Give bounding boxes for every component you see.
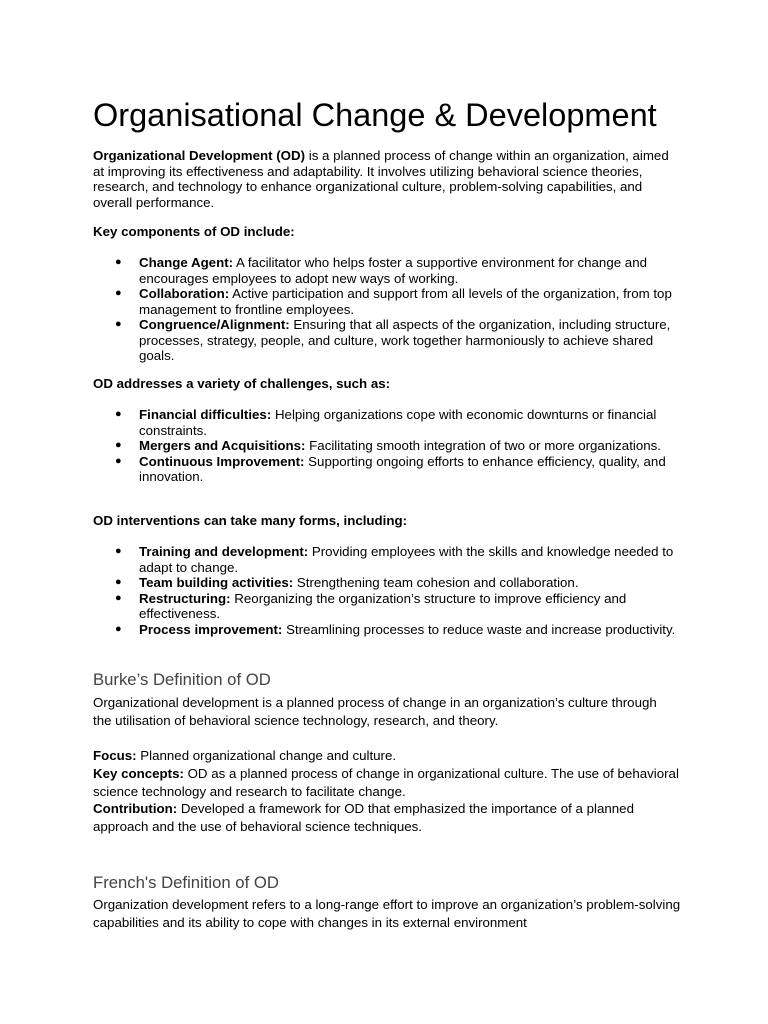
bullet-icon: ● (115, 591, 122, 604)
bullet-icon: ● (115, 622, 122, 635)
list-item (93, 454, 683, 485)
section-heading-interventions: OD interventions can take many forms, including: (93, 513, 408, 528)
bullet-icon: ● (115, 576, 122, 588)
list-item (93, 591, 683, 622)
intro-text: is a planned process of change within an organization, aimed at improving its effectiveness and adaptability. It involves utilizing behavioral science theories, research, and technology to enhance organizational culture, problem-solving capabilities, and overall performance. (93, 148, 669, 210)
list-item-text: Reorganizing the organization’s structure to improve efficiency and effectiveness. (139, 590, 627, 621)
list-item (93, 575, 683, 591)
bullet-icon: ● (115, 408, 122, 420)
list-item-term: Team building activities: (139, 575, 294, 590)
list-item-text: Helping organizations cope with economic downturns or financial constraints. (139, 407, 657, 438)
list-item-term: Financial difficulties: (139, 407, 272, 422)
intro-paragraph (93, 148, 683, 210)
key-components-list (93, 255, 683, 364)
bullet-icon: ● (115, 318, 122, 330)
burke-heading: Burke’s Definition of OD (93, 670, 271, 689)
list-item (93, 438, 683, 454)
list-item-term: Training and development: (139, 544, 309, 559)
bullet-icon: ● (115, 287, 122, 299)
list-item-term: Congruence/Alignment: (139, 317, 290, 332)
list-item (93, 286, 683, 317)
contribution-label: Contribution: (93, 801, 178, 817)
challenges-list (93, 407, 683, 485)
burke-details (93, 747, 683, 836)
intro-lead-term: Organizational Development (OD) (93, 148, 306, 163)
list-item-term: Restructuring: (139, 590, 231, 606)
list-item-text: Strengthening team cohesion and collaboration. (293, 575, 579, 590)
list-item (93, 544, 683, 575)
french-definition: Organization development refers to a long-range effort to improve an organization’s problem-solving capabilities and its ability to cope with changes in its external environment (93, 897, 681, 930)
list-item-text: A facilitator who helps foster a supportive environment for change and encourages employees to adopt new ways of working. (139, 255, 647, 286)
list-item (93, 317, 683, 364)
document-title: Organisational Change & Development (93, 97, 657, 133)
key-concepts-label: Key concepts: (93, 765, 184, 781)
list-item-text: Active participation and support from all levels of the organization, from top management to frontline employees. (139, 286, 672, 317)
list-item (93, 622, 683, 638)
contribution-text: Developed a framework for OD that emphasized the importance of a planned approach and the use of behavioral science techniques. (93, 801, 634, 835)
list-item (93, 407, 683, 438)
interventions-list (93, 544, 683, 637)
key-concepts-text: OD as a planned process of change in organizational culture. The use of behavioral science technology and research to facilitate change. (93, 765, 679, 799)
french-heading: French's Definition of OD (93, 873, 279, 892)
focus-text: Planned organizational change and culture. (136, 748, 397, 763)
bullet-icon: ● (115, 545, 122, 557)
burke-definition: Organizational development is a planned process of change in an organization’s culture through the utilisation of behavioral science technology, research, and theory. (93, 695, 657, 728)
bullet-icon: ● (115, 454, 122, 467)
list-item-term: Process improvement: (139, 621, 283, 637)
list-item-term: Continuous Improvement: (139, 453, 305, 469)
list-item-text: Streamlining processes to reduce waste and increase productivity. (282, 621, 676, 637)
bullet-icon: ● (115, 439, 122, 451)
list-item-term: Mergers and Acquisitions: (139, 438, 306, 453)
list-item (93, 255, 683, 286)
list-item-text: Ensuring that all aspects of the organization, including structure, processes, strategy, people, and culture, work together harmoniously to achieve shared goals. (139, 317, 671, 363)
list-item-text: Supporting ongoing efforts to enhance efficiency, quality, and innovation. (139, 453, 666, 484)
bullet-icon: ● (115, 256, 122, 268)
focus-label: Focus: (93, 748, 137, 763)
list-item-text: Providing employees with the skills and knowledge needed to adapt to change. (139, 544, 674, 575)
section-heading-key-components: Key components of OD include: (93, 224, 295, 239)
list-item-text: Facilitating smooth integration of two or more organizations. (305, 438, 661, 453)
list-item-term: Collaboration: (139, 286, 230, 301)
section-heading-challenges: OD addresses a variety of challenges, such as: (93, 376, 391, 391)
list-item-term: Change Agent: (139, 255, 234, 270)
